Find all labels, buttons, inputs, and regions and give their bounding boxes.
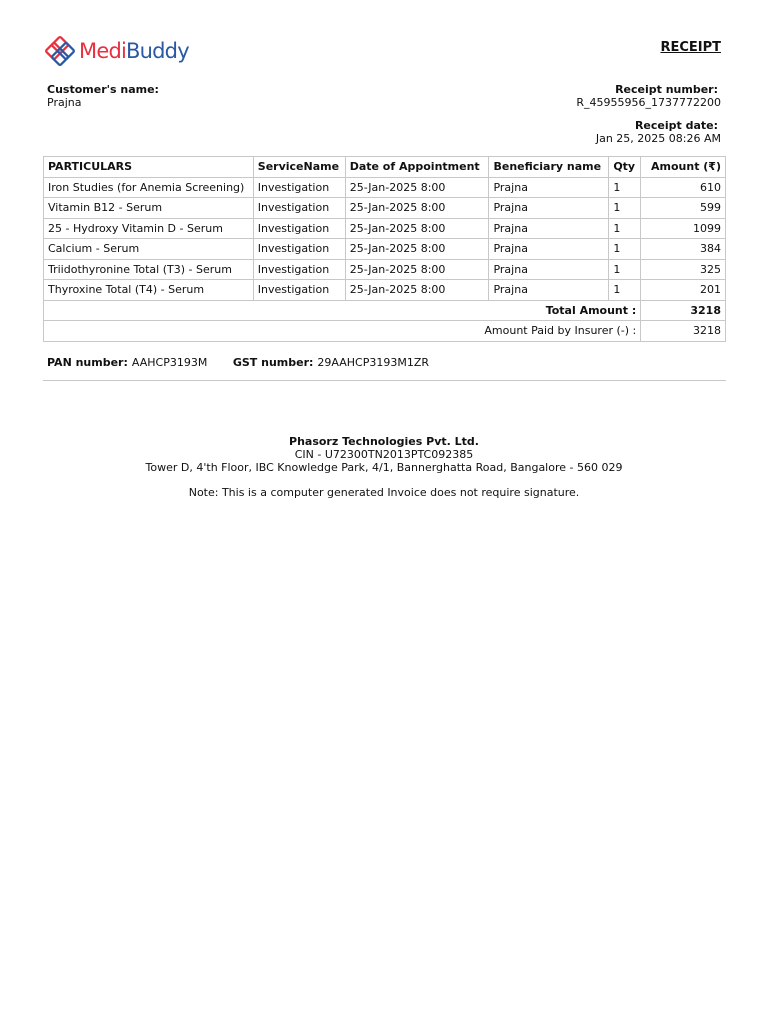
receipt-date-value: Jan 25, 2025 08:26 AM [595,132,721,145]
header-beneficiary-name: Beneficiary name [489,157,609,178]
gst-label: GST number: [232,356,314,369]
insurer-paid-label: Amount Paid by Insurer (-) : [44,321,641,342]
receipt-number-label: Receipt number: [615,83,718,96]
total-row [44,300,726,321]
cell-qty: 1 [609,239,641,260]
cell-date: 25-Jan-2025 8:00 [345,259,489,280]
cell-date: 25-Jan-2025 8:00 [345,198,489,219]
insurer-row [44,321,726,342]
pan-value: AAHCP3193M [131,356,208,369]
cell-amount: 599 [641,198,726,219]
total-amount-value: 3218 [641,300,726,321]
cell-service-name: Investigation [253,239,345,260]
cell-date: 25-Jan-2025 8:00 [345,280,489,301]
receipt-date-label: Receipt date: [634,119,718,132]
table-row [44,280,726,301]
cell-particulars: Vitamin B12 - Serum [44,198,254,219]
cell-particulars: Triidothyronine Total (T3) - Serum [44,259,254,280]
medibuddy-logo [45,36,189,66]
cell-service-name: Investigation [253,177,345,198]
cell-beneficiary: Prajna [489,280,609,301]
medibuddy-logo-icon [45,36,75,66]
cell-beneficiary: Prajna [489,239,609,260]
divider [43,380,726,381]
gst-value: 29AAHCP3193M1ZR [317,356,430,369]
cell-service-name: Investigation [253,280,345,301]
cell-date: 25-Jan-2025 8:00 [345,177,489,198]
customer-name-label: Customer's name: [47,83,159,96]
pan-label: PAN number: [47,356,128,369]
cell-particulars: 25 - Hydroxy Vitamin D - Serum [44,218,254,239]
customer-name-value: Prajna [47,96,82,109]
company-name: Phasorz Technologies Pvt. Ltd. [289,435,479,448]
receipt-number-value: R_45955956_1737772200 [576,96,721,109]
table-row [44,218,726,239]
cell-qty: 1 [609,198,641,219]
header-service-name: ServiceName [253,157,345,178]
cell-amount: 610 [641,177,726,198]
company-address: Tower D, 4'th Floor, IBC Knowledge Park, 4/1, Bannerghatta Road, Bangalore - 560 029 [145,461,623,474]
document-title: RECEIPT [660,40,721,55]
table-row [44,198,726,219]
items-table [43,156,726,342]
cell-beneficiary: Prajna [489,198,609,219]
cell-amount: 1099 [641,218,726,239]
total-amount-label: Total Amount : [44,300,641,321]
insurer-paid-value: 3218 [641,321,726,342]
cell-service-name: Investigation [253,259,345,280]
cell-date: 25-Jan-2025 8:00 [345,239,489,260]
cell-particulars: Iron Studies (for Anemia Screening) [44,177,254,198]
table-row [44,177,726,198]
cell-qty: 1 [609,280,641,301]
logo-word-medi: Medi [79,38,127,63]
cell-amount: 325 [641,259,726,280]
cell-qty: 1 [609,218,641,239]
cell-service-name: Investigation [253,198,345,219]
cell-qty: 1 [609,177,641,198]
cell-amount: 201 [641,280,726,301]
table-row [44,239,726,260]
cell-amount: 384 [641,239,726,260]
header-particulars: PARTICULARS [44,157,254,178]
cell-qty: 1 [609,259,641,280]
cell-beneficiary: Prajna [489,177,609,198]
cell-particulars: Thyroxine Total (T4) - Serum [44,280,254,301]
logo-word-buddy: Buddy [126,38,189,63]
table-header-row [44,157,726,178]
cell-particulars: Calcium - Serum [44,239,254,260]
header-date-of-appointment: Date of Appointment [345,157,489,178]
cell-beneficiary: Prajna [489,218,609,239]
footer-note: Note: This is a computer generated Invoice does not require signature. [188,486,580,499]
header-qty: Qty [609,157,641,178]
header-amount: Amount (₹) [641,157,726,178]
cell-beneficiary: Prajna [489,259,609,280]
cell-date: 25-Jan-2025 8:00 [345,218,489,239]
cell-service-name: Investigation [253,218,345,239]
table-row [44,259,726,280]
tax-info [47,356,429,369]
logo-wordmark [79,38,189,63]
company-cin: CIN - U72300TN2013PTC092385 [294,448,474,461]
